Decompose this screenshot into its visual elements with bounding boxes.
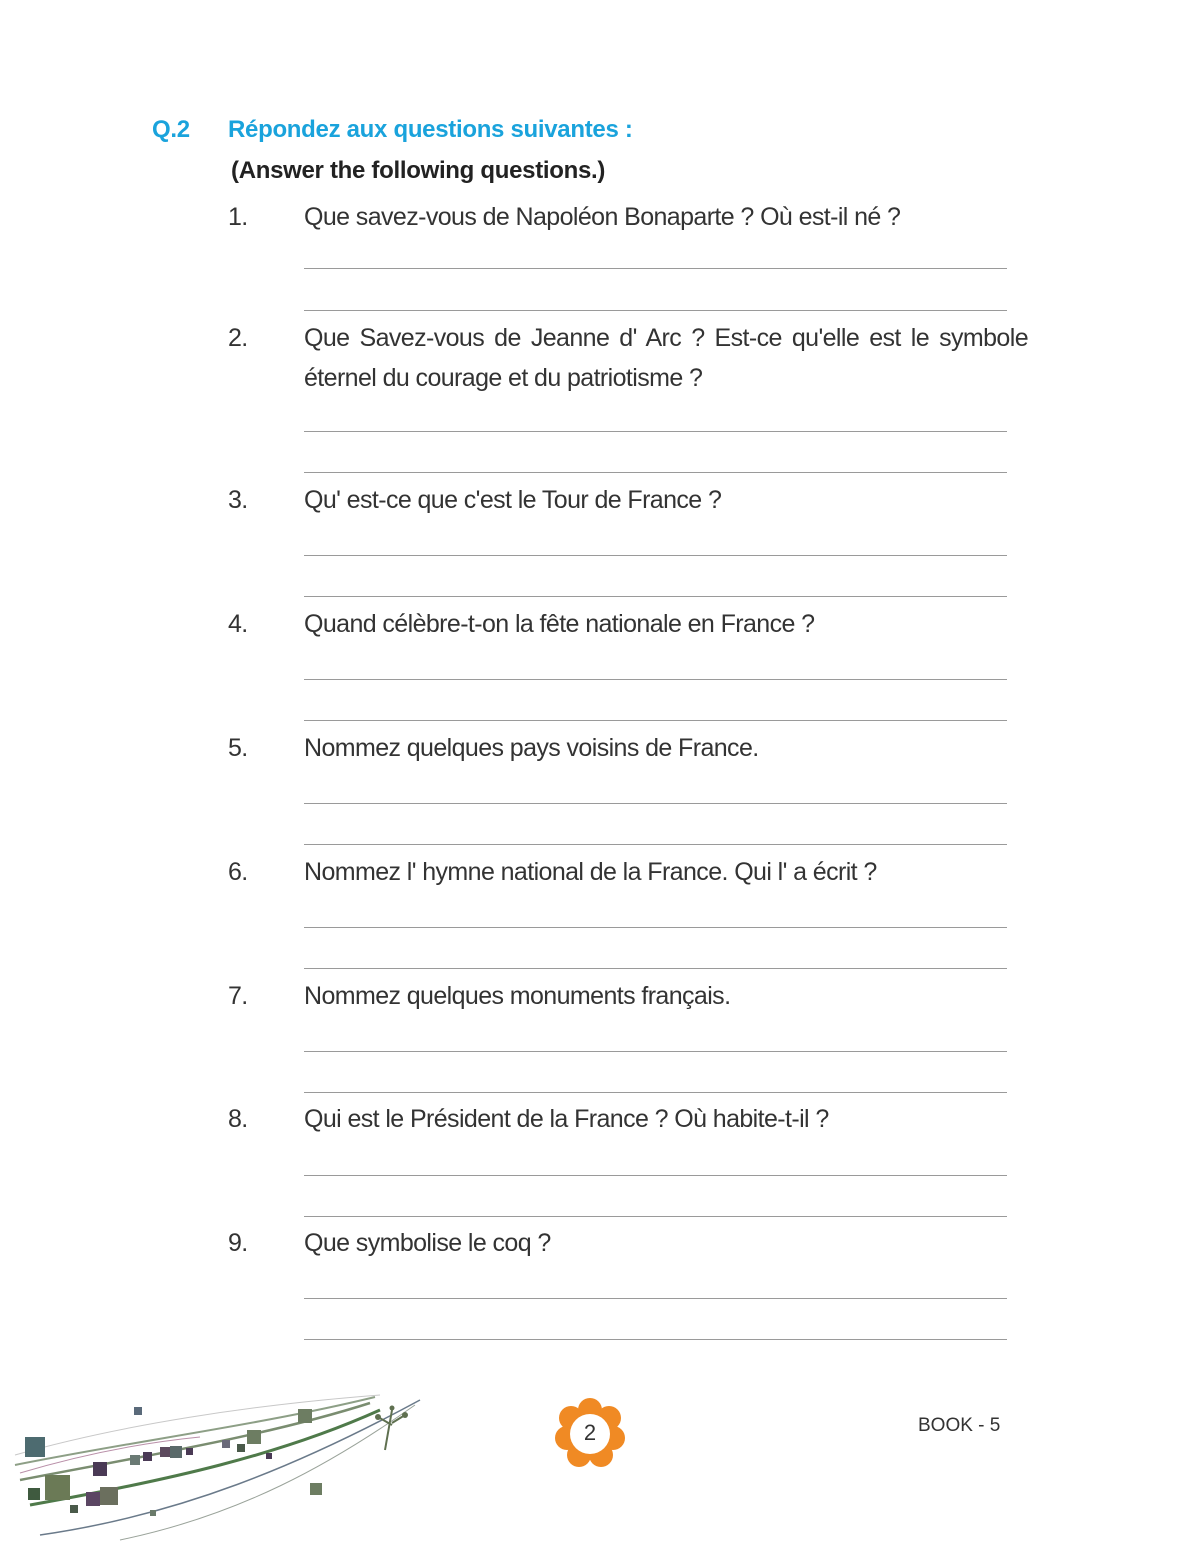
question-number: Q.2: [152, 116, 190, 143]
question-item-text: Nommez quelques monuments français.: [304, 982, 731, 1010]
answer-line[interactable]: [304, 803, 1007, 804]
question-item-8: [228, 1099, 1028, 1139]
question-title: Répondez aux questions suivantes :: [228, 116, 633, 143]
answer-line[interactable]: [304, 844, 1007, 845]
question-item-9: [228, 1223, 1028, 1263]
question-header: [152, 116, 633, 144]
answer-line[interactable]: [304, 555, 1007, 556]
question-item-number: 2.: [228, 324, 248, 352]
question-item-number: 5.: [228, 734, 248, 762]
question-item-number: 4.: [228, 610, 248, 638]
question-item-7: [228, 976, 1028, 1016]
question-item-number: 3.: [228, 486, 248, 514]
question-item-6: [228, 852, 1028, 892]
question-item-text: Nommez quelques pays voisins de France.: [304, 734, 759, 762]
answer-line[interactable]: [304, 927, 1007, 928]
question-item-text: Que savez-vous de Napoléon Bonaparte ? Où est-il né ?: [304, 203, 901, 231]
answer-line[interactable]: [304, 720, 1007, 721]
question-item-number: 7.: [228, 982, 248, 1010]
question-item-number: 9.: [228, 1229, 248, 1257]
question-item-4: [228, 604, 1028, 644]
question-item-text: Qui est le Président de la France ? Où habite-t-il ?: [304, 1105, 829, 1133]
question-subtitle: (Answer the following questions.): [231, 157, 606, 184]
book-label: BOOK - 5: [918, 1415, 1001, 1436]
question-item-number: 8.: [228, 1105, 248, 1133]
question-item-text: Quand célèbre-t-on la fête nationale en France ?: [304, 610, 815, 638]
question-item-3: [228, 480, 1028, 520]
answer-line[interactable]: [304, 1175, 1007, 1176]
question-item-5: [228, 728, 1028, 768]
answer-line[interactable]: [304, 431, 1007, 432]
answer-line[interactable]: [304, 1339, 1007, 1340]
answer-line[interactable]: [304, 679, 1007, 680]
question-item-text: Qu' est-ce que c'est le Tour de France ?: [304, 486, 722, 514]
page-number: 2: [583, 1420, 597, 1445]
answer-line[interactable]: [304, 596, 1007, 597]
answer-line[interactable]: [304, 1216, 1007, 1217]
answer-line[interactable]: [304, 472, 1007, 473]
answer-line[interactable]: [304, 268, 1007, 269]
answer-line[interactable]: [304, 310, 1007, 311]
question-item-number: 1.: [228, 203, 248, 231]
answer-line[interactable]: [304, 1092, 1007, 1093]
question-item-2: [228, 318, 1028, 398]
question-item-text: Nommez l' hymne national de la France. Qui l' a écrit ?: [304, 858, 877, 886]
question-item-text: Que symbolise le coq ?: [304, 1229, 551, 1257]
question-item-1: [228, 197, 1028, 237]
answer-line[interactable]: [304, 1051, 1007, 1052]
answer-line[interactable]: [304, 968, 1007, 969]
question-item-text: Que Savez-vous de Jeanne d' Arc ? Est-ce qu'elle est le symbole éternel du courage et du patriotisme ?: [304, 324, 1028, 392]
decorative-swoosh-icon: [0, 1385, 430, 1545]
answer-line[interactable]: [304, 1298, 1007, 1299]
question-item-number: 6.: [228, 858, 248, 886]
